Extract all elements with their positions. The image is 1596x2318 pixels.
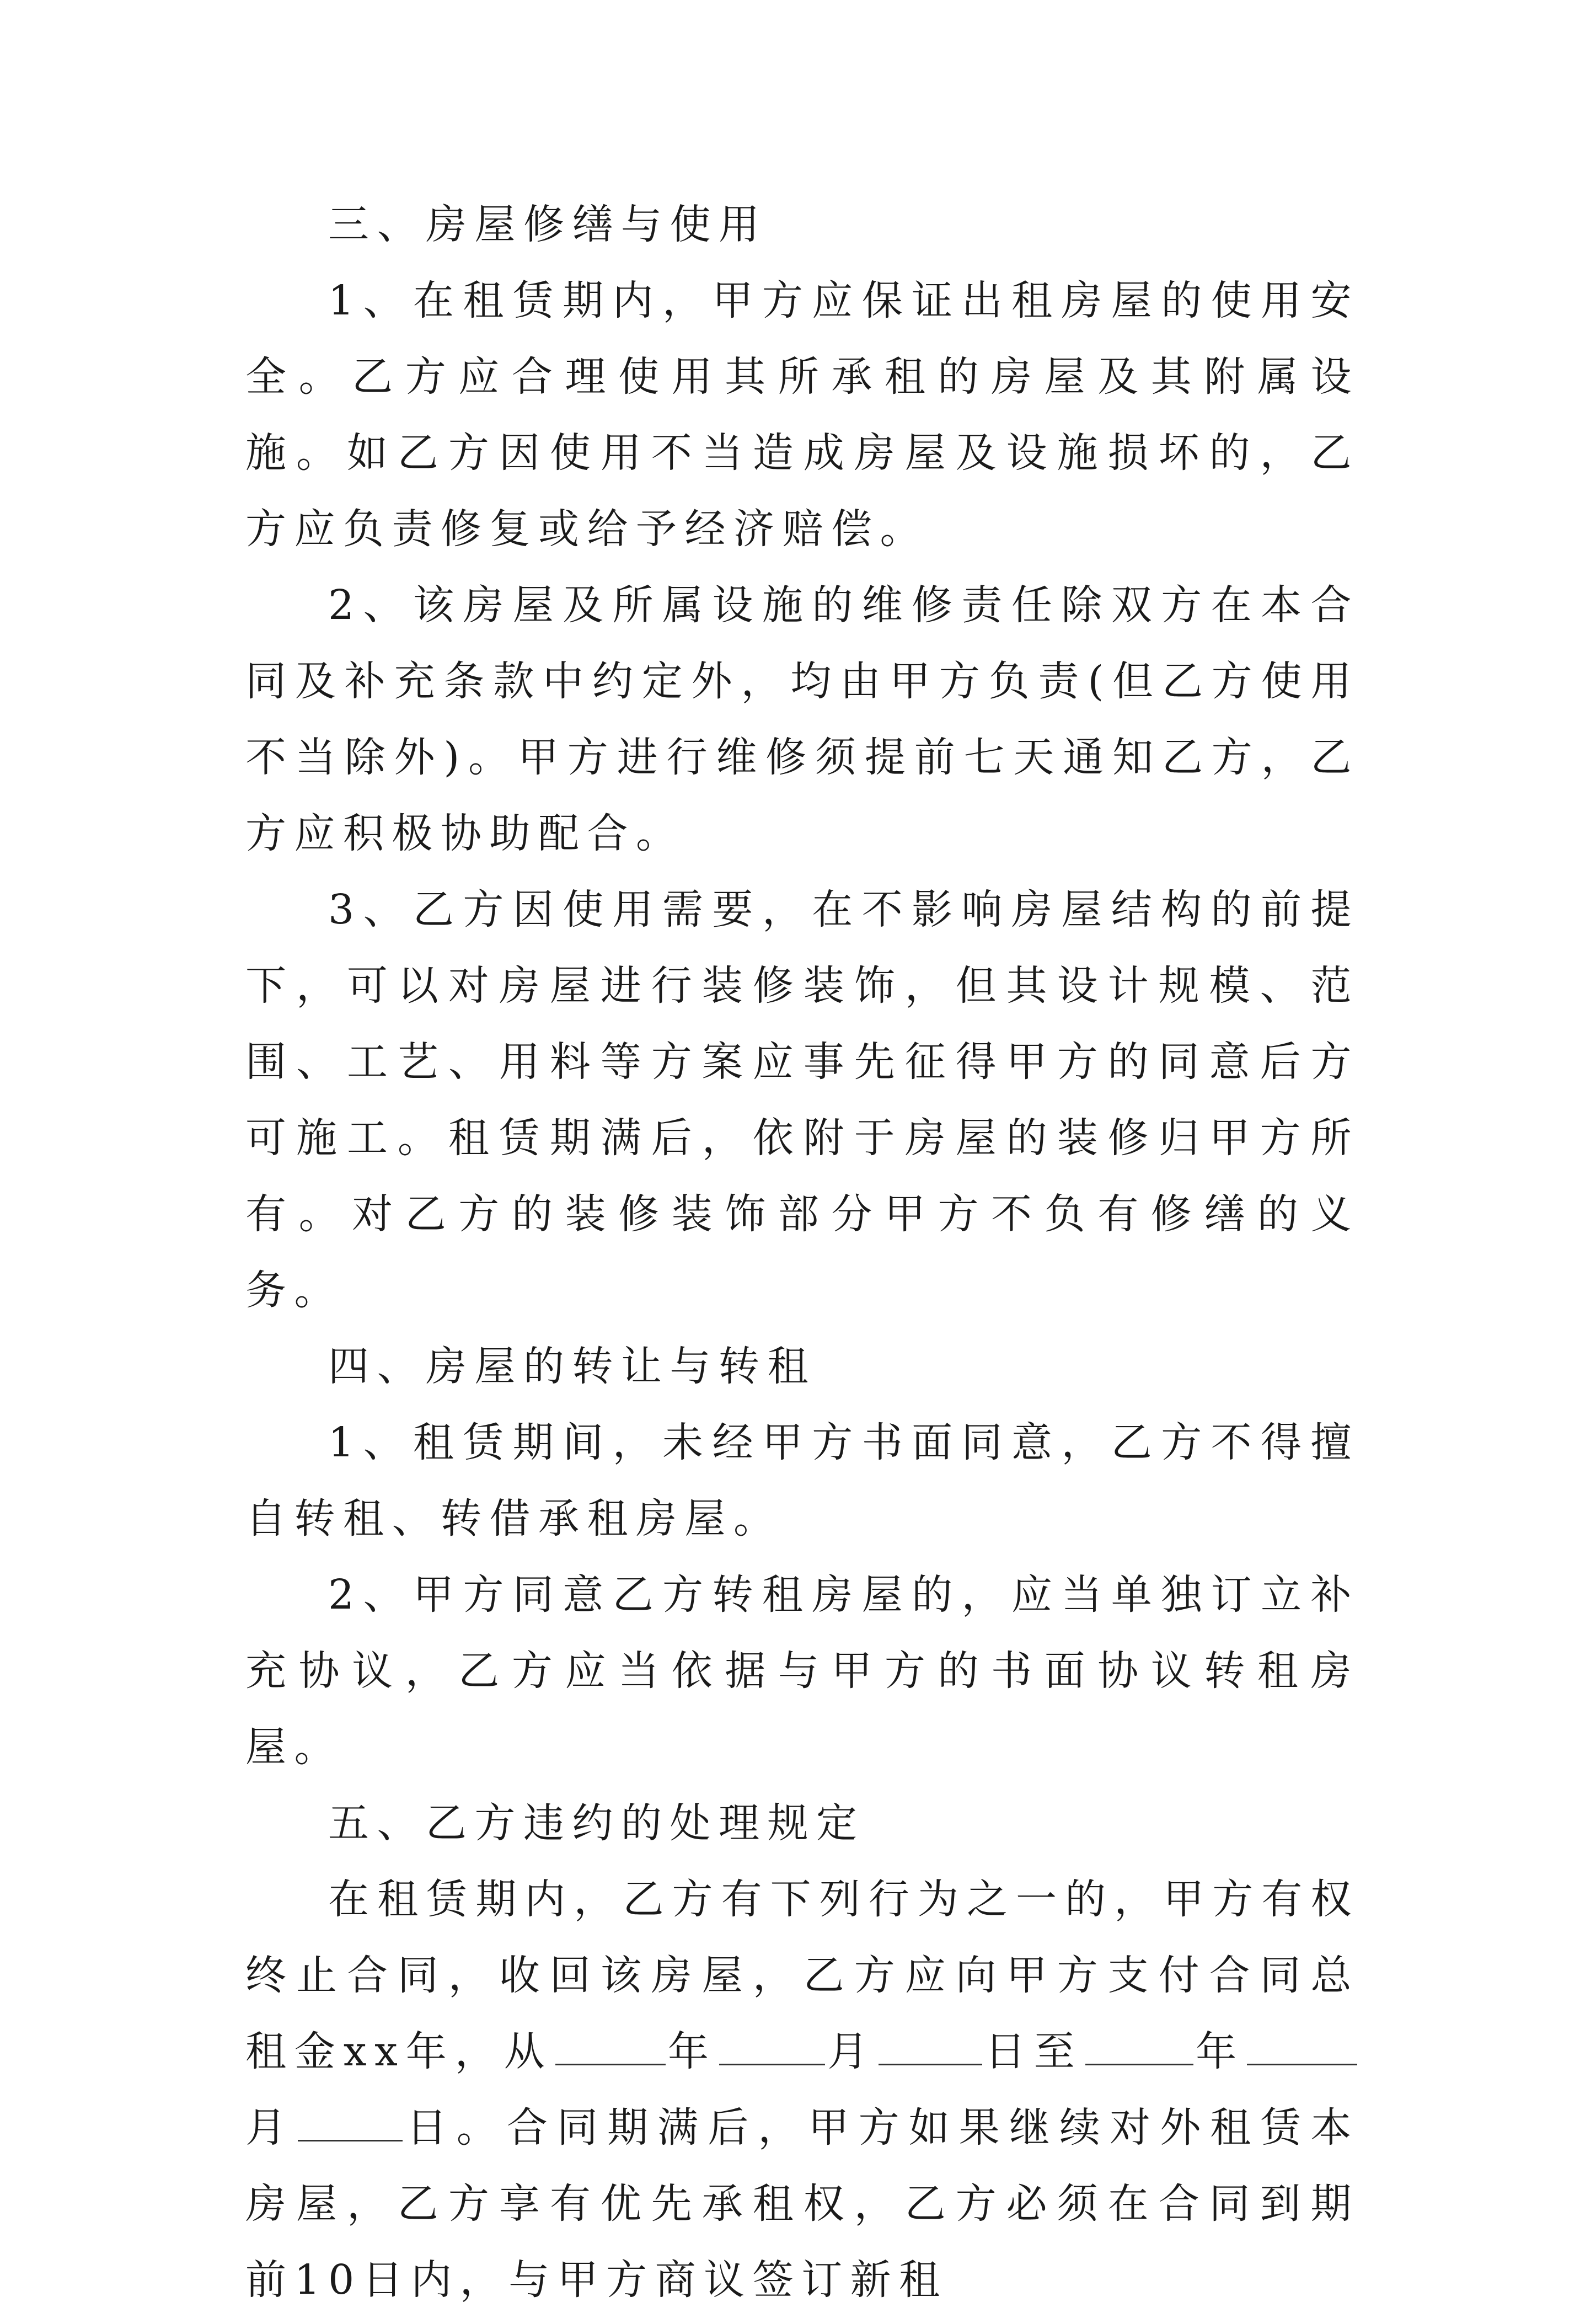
section4-heading: 四、房屋的转让与转租 [328,1343,816,1390]
blank-year-end [1085,2021,1193,2065]
blank-day-start [879,2021,982,2065]
section5-heading: 五、乙方违约的处理规定 [328,1799,865,1847]
section3-paragraph-1: 1、在租赁期内，甲方应保证出租房屋的使用安全。乙方应合理使用其所承租的房屋及其附属设施。如乙方因使用不当造成房屋及设施损坏的，乙方应负责修复或给予经济赔偿。 [245,277,1359,553]
blank-year-start [555,2021,666,2065]
section3-paragraph-3: 3、乙方因使用需要，在不影响房屋结构的前提下，可以对房屋进行装修装饰，但其设计规模、范围、工艺、用料等方案应事先征得甲方的同意后方可施工。租赁期满后，依附于房屋的装修归甲方所有。对乙方的装修装饰部分甲方不负有修缮的义务。 [245,886,1359,1314]
blank-month-end [1247,2021,1357,2065]
section5-text-part1: 在租赁期内，乙方有下列行为之一的，甲方有权终止合同，收回该房屋，乙方应向甲方支付合同总租金xx年，从 [245,1876,1359,2075]
section3-paragraph-2: 2、该房屋及所属设施的维修责任除双方在本合同及补充条款中约定外，均由甲方负责(但乙方使用不当除外)。甲方进行维修须提前七天通知乙方，乙方应积极协助配合。 [245,581,1359,857]
month-label-start: 月 [827,2028,877,2075]
document-body [245,186,1359,2318]
section5-paragraph-1 [245,1861,1359,2318]
year-label-end: 年 [1195,2028,1245,2075]
month-label-end: 月 [245,2104,296,2151]
section4-paragraph-2: 2、甲方同意乙方转租房屋的，应当单独订立补充协议，乙方应当依据与甲方的书面协议转租房屋。 [245,1571,1359,1771]
year-label-start: 年 [667,2028,717,2075]
section3-heading: 三、房屋修缮与使用 [328,201,768,248]
blank-month-start [719,2021,825,2065]
section4-paragraph-1: 1、租赁期间，未经甲方书面同意，乙方不得擅自转租、转借承租房屋。 [245,1419,1359,1542]
section5-text-part2: 日。合同期满后，甲方如果继续对外租赁本房屋，乙方享有优先承租权，乙方必须在合同到期前10日内，与甲方商议签订新租 [245,2104,1360,2304]
day-to-label: 日至 [984,2028,1083,2075]
blank-day-end [298,2097,403,2141]
